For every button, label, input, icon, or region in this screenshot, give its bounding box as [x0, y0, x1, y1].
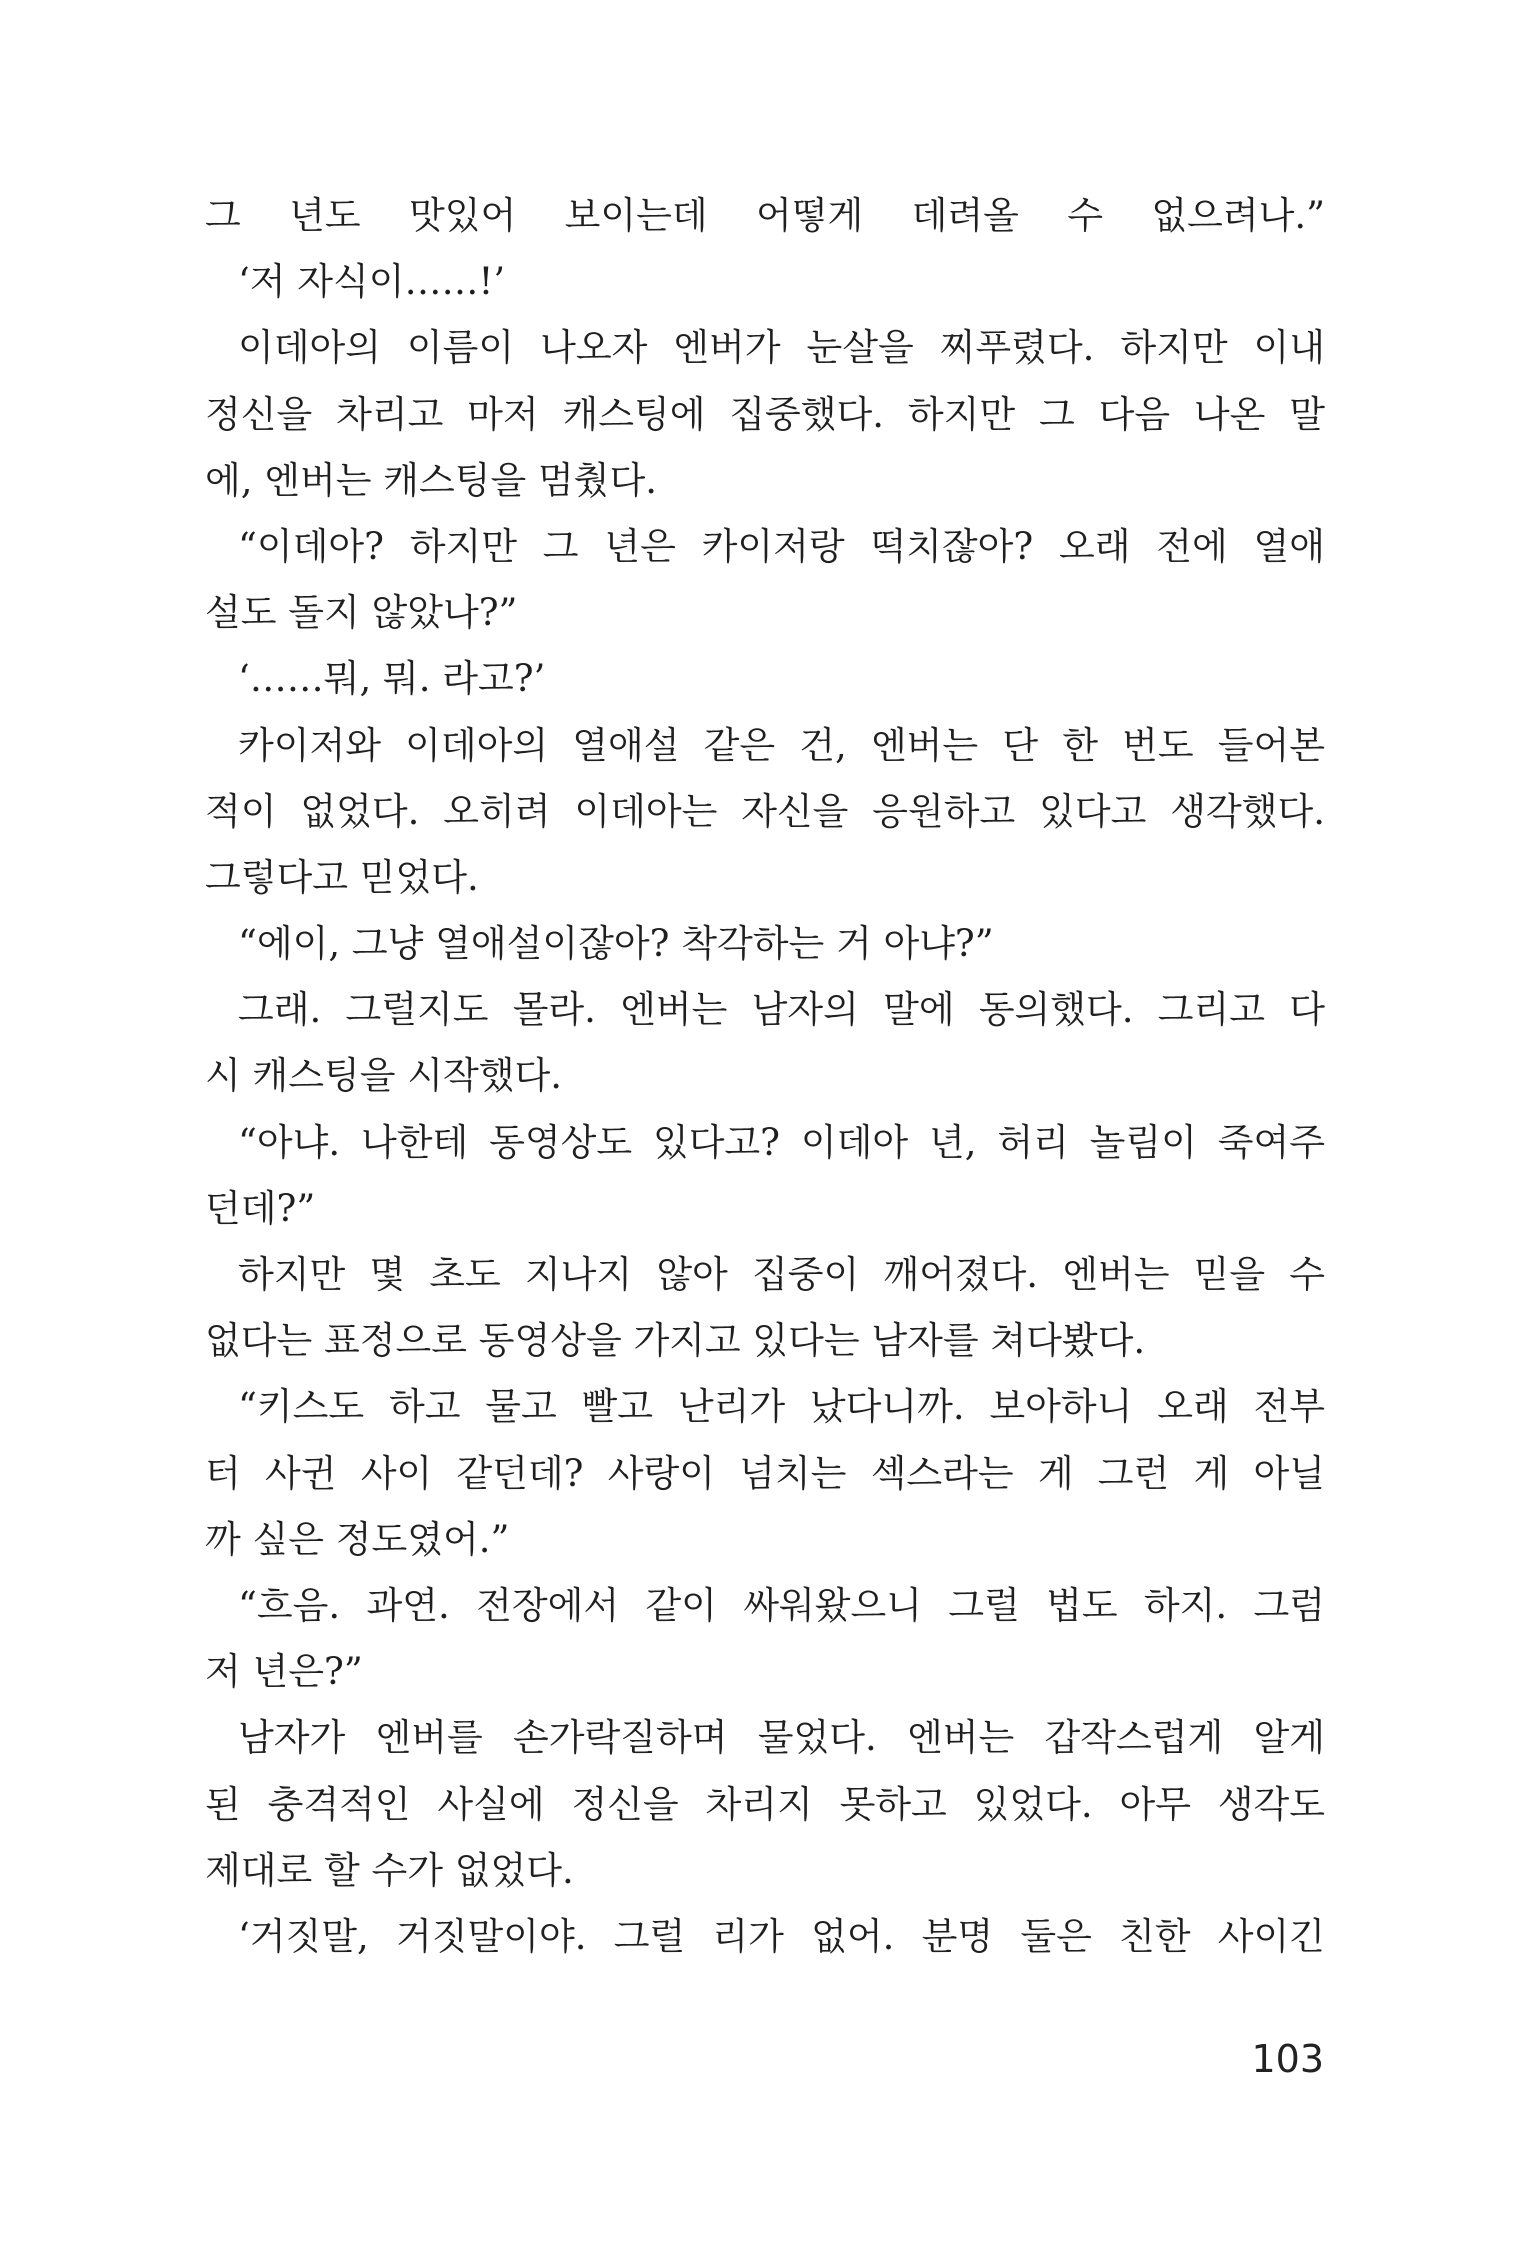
text-line: “아냐. 나한테 동영상도 있다고? 이데아 년, 허리 놀림이 죽여주: [238, 1120, 1325, 1164]
text-line: 된 충격적인 사실에 정신을 차리지 못하고 있었다. 아무 생각도: [205, 1782, 1325, 1826]
text-line: 까 싶은 정도였어.”: [205, 1517, 510, 1561]
text-line: ‘거짓말, 거짓말이야. 그럴 리가 없어. 분명 둘은 친한 사이긴: [238, 1914, 1325, 1958]
text-line: 그렇다고 믿었다.: [205, 855, 479, 899]
text-line: 저 년은?”: [205, 1650, 363, 1694]
text-line: 카이저와 이데아의 열애설 같은 건, 엔버는 단 한 번도 들어본: [238, 723, 1325, 767]
body-text: [205, 183, 1325, 1970]
text-line: 설도 돌지 않았나?”: [205, 591, 518, 635]
text-line: “키스도 하고 물고 빨고 난리가 났다니까. 보아하니 오래 전부: [238, 1385, 1325, 1429]
text-line: 하지만 몇 초도 지나지 않아 집중이 깨어졌다. 엔버는 믿을 수: [238, 1253, 1325, 1296]
text-line: 에, 엔버는 캐스팅을 멈췄다.: [205, 458, 657, 502]
text-line: ‘……뭐, 뭐. 라고?’: [238, 657, 546, 701]
text-line: ‘저 자식이……!’: [238, 260, 506, 304]
text-line: 시 캐스팅을 시작했다.: [205, 1054, 562, 1098]
text-line: 그래. 그럴지도 몰라. 엔버는 남자의 말에 동의했다. 그리고 다: [238, 988, 1325, 1032]
text-line: 던데?”: [205, 1186, 316, 1230]
text-line: 그 년도 맛있어 보이는데 어떻게 데려올 수 없으려나.”: [205, 194, 1325, 237]
text-line: 남자가 엔버를 손가락질하며 물었다. 엔버는 갑작스럽게 알게: [238, 1716, 1325, 1760]
page-number: 103: [1251, 2037, 1324, 2081]
text-line: “에이, 그냥 열애설이잖아? 착각하는 거 아냐?”: [238, 922, 994, 966]
text-line: “흐음. 과연. 전장에서 같이 싸워왔으니 그럴 법도 하지. 그럼: [238, 1583, 1325, 1627]
text-line: 정신을 차리고 마저 캐스팅에 집중했다. 하지만 그 다음 나온 말: [205, 392, 1325, 436]
text-line: 이데아의 이름이 나오자 엔버가 눈살을 찌푸렸다. 하지만 이내: [238, 326, 1325, 370]
text-line: 없다는 표정으로 동영상을 가지고 있다는 남자를 쳐다봤다.: [205, 1319, 1146, 1363]
text-line: “이데아? 하지만 그 년은 카이저랑 떡치잖아? 오래 전에 열애: [238, 524, 1325, 568]
text-line: 적이 없었다. 오히려 이데아는 자신을 응원하고 있다고 생각했다.: [205, 789, 1325, 833]
text-line: 터 사귄 사이 같던데? 사랑이 넘치는 섹스라는 게 그런 게 아닐: [205, 1451, 1325, 1495]
text-line: 제대로 할 수가 없었다.: [205, 1848, 574, 1892]
